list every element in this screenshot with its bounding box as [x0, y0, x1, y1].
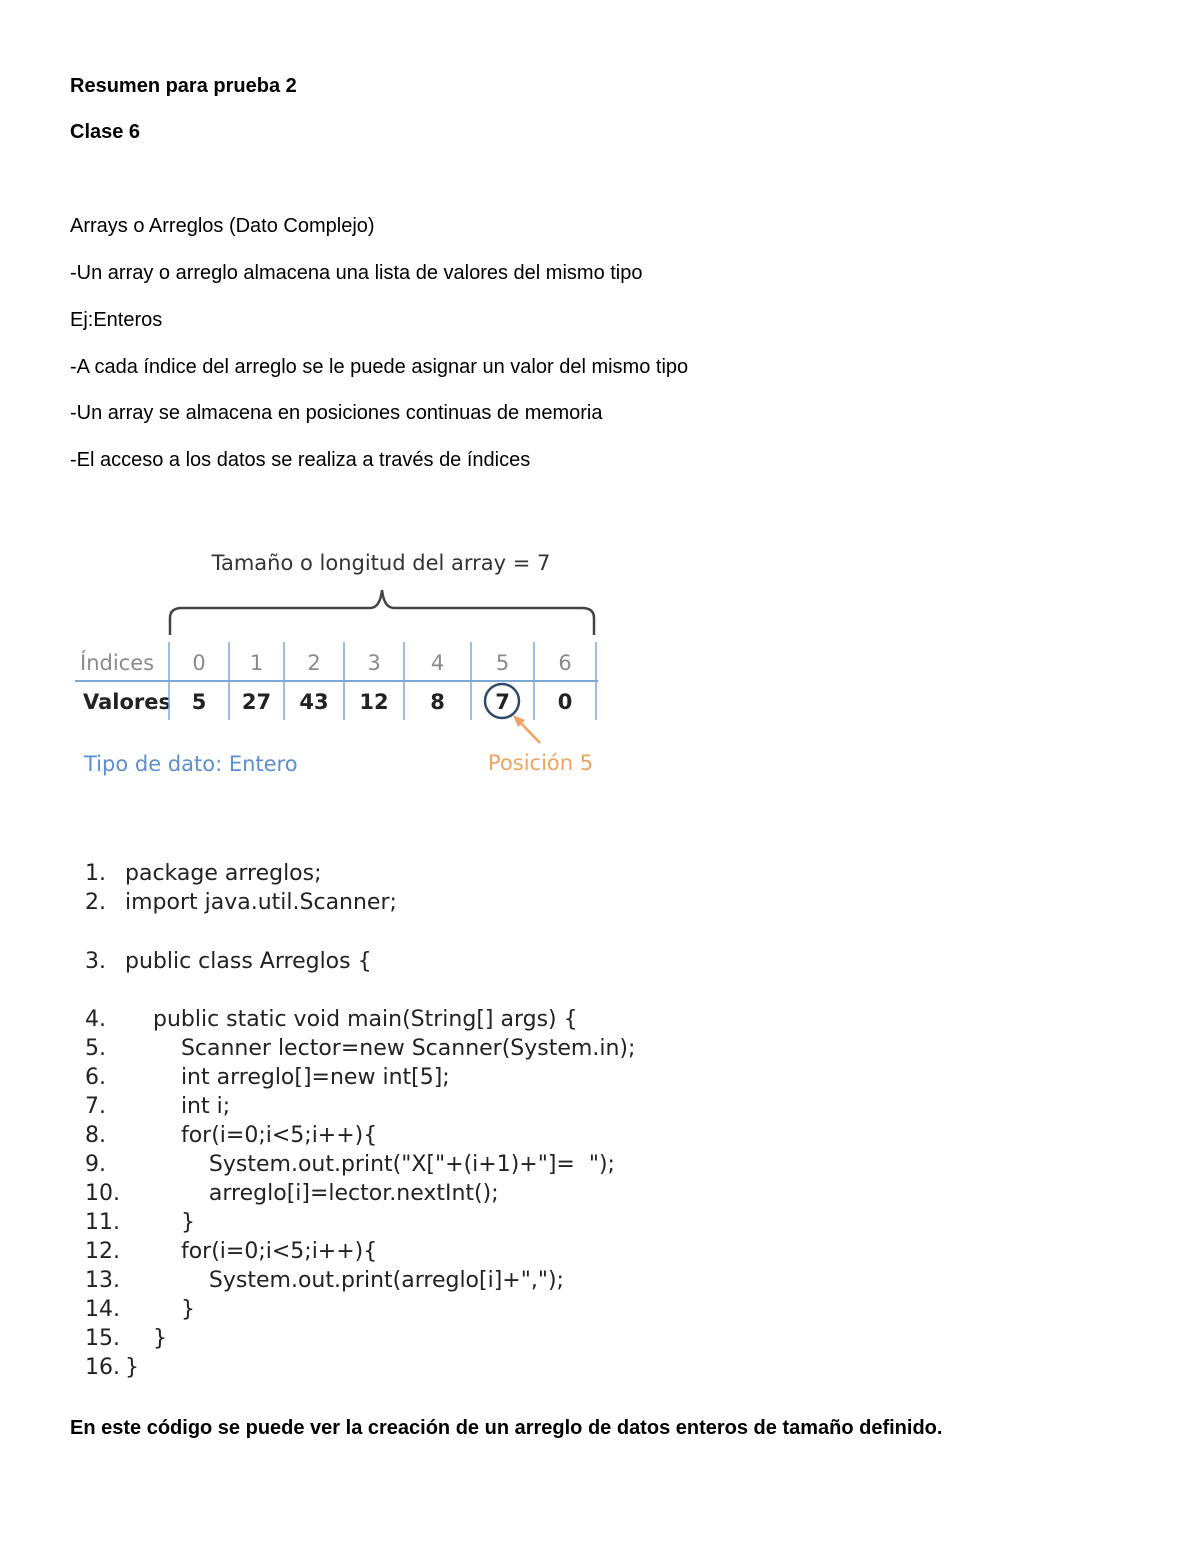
line-number: 16.	[85, 1355, 120, 1380]
body-line: -El acceso a los datos se realiza a través de índices	[70, 449, 531, 471]
code-line	[85, 1325, 167, 1353]
value-cell: 7	[495, 690, 510, 714]
code-line	[85, 860, 322, 888]
line-number: 13.	[85, 1268, 120, 1293]
value-cell: 12	[359, 690, 389, 714]
code-line	[85, 1267, 564, 1295]
code-line	[85, 1035, 635, 1063]
line-number: 6.	[85, 1065, 106, 1090]
line-number: 4.	[85, 1007, 106, 1032]
body-line: -Un array o arreglo almacena una lista de valores del mismo tipo	[70, 262, 643, 284]
size-brace	[170, 590, 594, 635]
array-size-label: Tamaño o longitud del array = 7	[211, 551, 551, 575]
index-cell: 3	[367, 651, 381, 675]
page-title: Resumen para prueba 2	[70, 75, 297, 97]
code-text: public class Arreglos {	[125, 949, 372, 974]
value-cell: 27	[241, 690, 272, 714]
position-label: Posición 5	[488, 751, 594, 775]
code-text: int arreglo[]=new int[5];	[125, 1065, 450, 1090]
index-cell: 1	[249, 651, 264, 675]
code-line	[85, 948, 372, 976]
code-text: for(i=0;i<5;i++){	[125, 1239, 378, 1264]
code-text: Scanner lector=new Scanner(System.in);	[125, 1036, 636, 1061]
line-number: 3.	[85, 949, 106, 974]
code-text: }	[125, 1210, 195, 1235]
line-number: 8.	[85, 1123, 106, 1148]
array-diagram	[70, 540, 630, 790]
code-text: for(i=0;i<5;i++){	[125, 1123, 378, 1148]
body-line: -Un array se almacena en posiciones continuas de memoria	[70, 402, 603, 424]
line-number: 1.	[85, 861, 106, 886]
line-number: 15.	[85, 1326, 120, 1351]
code-line	[85, 1122, 377, 1150]
value-cell: 5	[191, 690, 207, 714]
line-number: 2.	[85, 890, 106, 915]
body-line: Ej:Enteros	[70, 309, 163, 331]
code-line	[85, 1064, 450, 1092]
index-cell: 0	[192, 651, 206, 675]
indices-row-label: Índices	[80, 651, 155, 675]
code-line	[85, 1209, 195, 1237]
code-line	[85, 1238, 377, 1266]
index-cell: 6	[558, 651, 572, 675]
line-number: 11.	[85, 1210, 120, 1235]
code-text: System.out.print(arreglo[i]+",");	[125, 1268, 564, 1293]
index-cell: 2	[307, 651, 321, 675]
values-row-label: Valores	[83, 690, 171, 714]
code-text: }	[125, 1326, 167, 1351]
code-text: import java.util.Scanner;	[125, 890, 397, 915]
code-line	[85, 1180, 499, 1208]
line-number: 14.	[85, 1297, 120, 1322]
section-title: Arrays o Arreglos (Dato Complejo)	[70, 215, 375, 237]
code-line	[85, 1354, 139, 1382]
value-cell: 43	[299, 690, 329, 714]
value-cell: 0	[557, 690, 573, 714]
index-cell: 5	[495, 651, 510, 675]
code-text: public static void main(String[] args) {	[125, 1007, 578, 1032]
summary-text: En este código se puede ver la creación de un arreglo de datos enteros de tamaño definido.	[70, 1417, 943, 1439]
index-cell: 4	[430, 651, 445, 675]
value-cell: 8	[430, 690, 445, 714]
line-number: 5.	[85, 1036, 106, 1061]
line-number: 12.	[85, 1239, 120, 1264]
body-line: -A cada índice del arreglo se le puede asignar un valor del mismo tipo	[70, 356, 689, 378]
data-type-label: Tipo de dato: Entero	[84, 752, 298, 776]
line-number: 7.	[85, 1094, 106, 1119]
code-text: }	[125, 1355, 139, 1380]
code-text: int i;	[125, 1094, 231, 1119]
code-line	[85, 1006, 578, 1034]
code-text: package arreglos;	[125, 861, 322, 886]
class-label: Clase 6	[70, 121, 141, 143]
code-text: arreglo[i]=lector.nextInt();	[125, 1181, 499, 1206]
line-number: 10.	[85, 1181, 120, 1206]
code-line	[85, 1151, 615, 1179]
code-line	[85, 1296, 195, 1324]
code-text: System.out.print("X["+(i+1)+"]= ");	[125, 1152, 615, 1177]
code-text: }	[125, 1297, 195, 1322]
code-line	[85, 1093, 230, 1121]
line-number: 9.	[85, 1152, 106, 1177]
code-line	[85, 889, 397, 917]
